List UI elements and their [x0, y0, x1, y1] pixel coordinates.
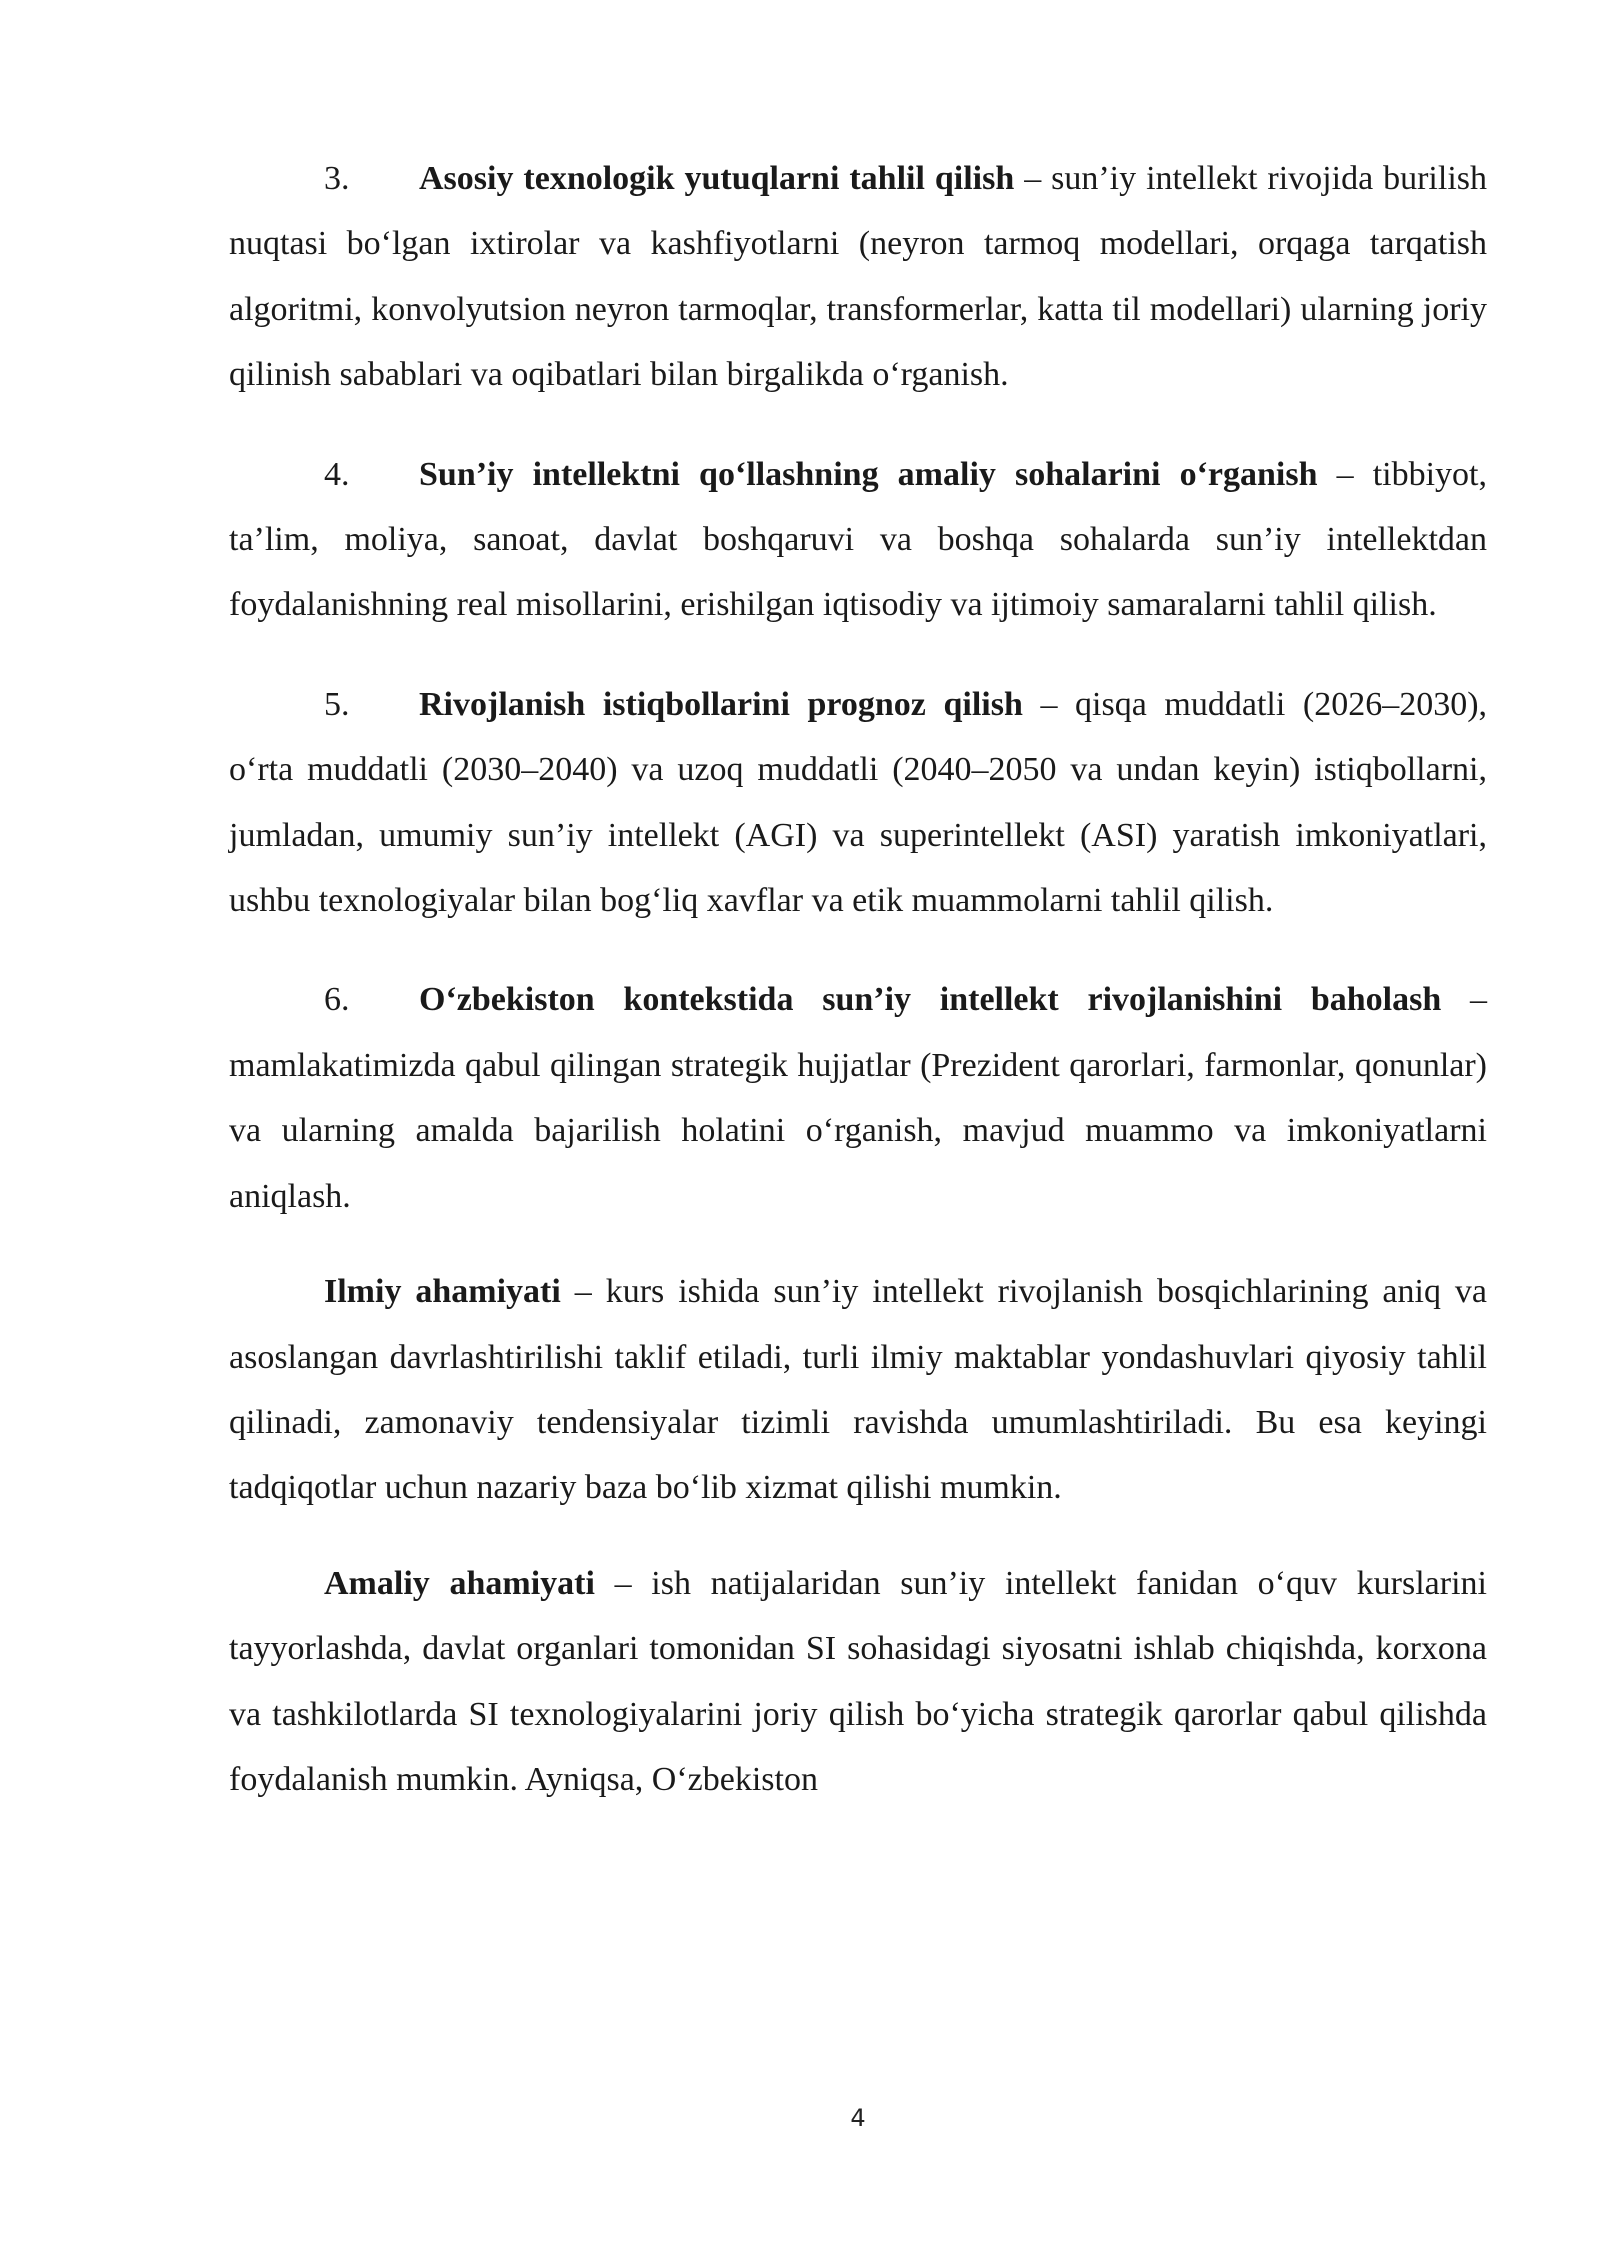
document-page [229, 0, 1487, 2262]
paragraph-title: Amaliy ahamiyati [324, 1564, 595, 1602]
paragraph-title: Ilmiy ahamiyati [324, 1273, 561, 1311]
item-separator: – [1014, 160, 1052, 197]
item-text: tibbiyot, ta’lim, moliya, sanoat, davlat boshqaruvi va boshqa sohalarda sun’iy intellektdan foydalanishning real misollarini, erishilgan iqtisodiy va ijtimoiy samaralarni tahlil qilish. [229, 455, 1488, 624]
item-title: O‘zbekiston kontekstida sun’iy intellekt rivojlanishini baholash [419, 981, 1442, 1019]
item-number: 4. [324, 455, 350, 493]
list-item-6 [229, 967, 1487, 1229]
item-number: 3. [324, 160, 350, 197]
paragraph-separator: – [560, 1273, 606, 1311]
page-content [229, 146, 1487, 1812]
scientific-significance-paragraph [229, 1259, 1487, 1521]
item-title: Sun’iy intellektni qo‘llashning amaliy sohalarini o‘rganish [419, 455, 1318, 493]
paragraph-text: kurs ishida sun’iy intellekt rivojlanish bosqichlarining aniq va asoslangan davrlashtirilishi taklif etiladi, turli ilmiy maktablar yondashuvlari qiyosiy tahlil qilinadi, zamonaviy tendensiyalar tizimli ravishda umumlashtiriladi. Bu esa keyingi tadqiqotlar uchun nazariy baza bo‘lib xizmat qilishi mumkin. [229, 1273, 1487, 1507]
list-item-5 [229, 672, 1487, 934]
paragraph-text: ish natijalaridan sun’iy intellekt fanidan o‘quv kurslarini tayyorlashda, davlat organlari tomonidan SI sohasidagi siyosatni ishlab chiqishda, korxona va tashkilotlarda SI texnologiyalarini joriy qilish bo‘yicha strategik qarorlar qabul qilishda foydalanish mumkin. Ayniqsa, O‘zbekiston [229, 1564, 1487, 1798]
item-separator: – [1022, 685, 1076, 723]
paragraph-separator: – [594, 1564, 652, 1602]
item-title: Rivojlanish istiqbollarini prognoz qilish [419, 685, 1023, 723]
list-item-4 [229, 442, 1487, 638]
item-text: sun’iy intellekt rivojida burilish nuqtasi bo‘lgan ixtirolar va kashfiyotlarni (neyron tarmoq modellari, orqaga tarqatish algoritmi, konvolyutsion neyron tarmoqlar, transformerlar, katta til modellari) ularning joriy qilinish sabablari va oqibatlari bilan birgalikda o‘rganish. [229, 160, 1487, 394]
item-title: Asosiy texnologik yutuqlarni tahlil qilish [419, 160, 1015, 197]
item-number: 6. [324, 981, 350, 1019]
item-text: mamlakatimizda qabul qilingan strategik hujjatlar (Prezident qarorlari, farmonlar, qonunlar) va ularning amalda bajarilish holatini o‘rganish, mavjud muammo va imkoniyatlarni aniqlash. [229, 1046, 1487, 1215]
item-number: 5. [324, 685, 350, 723]
practical-significance-paragraph [229, 1551, 1487, 1813]
list-item-3 [229, 146, 1487, 408]
item-separator: – [1441, 981, 1487, 1019]
page-number: 4 [850, 2104, 866, 2132]
item-text: qisqa muddatli (2026–2030), o‘rta muddatli (2030–2040) va uzoq muddatli (2040–2050 va undan keyin) istiqbollarni, jumladan, umumiy sun’iy intellekt (AGI) va superintellekt (ASI) yaratish imkoniyatlari, ushbu texnologiyalar bilan bog‘liq xavflar va etik muammolarni tahlil qilish. [229, 685, 1488, 920]
item-separator: – [1317, 455, 1373, 493]
